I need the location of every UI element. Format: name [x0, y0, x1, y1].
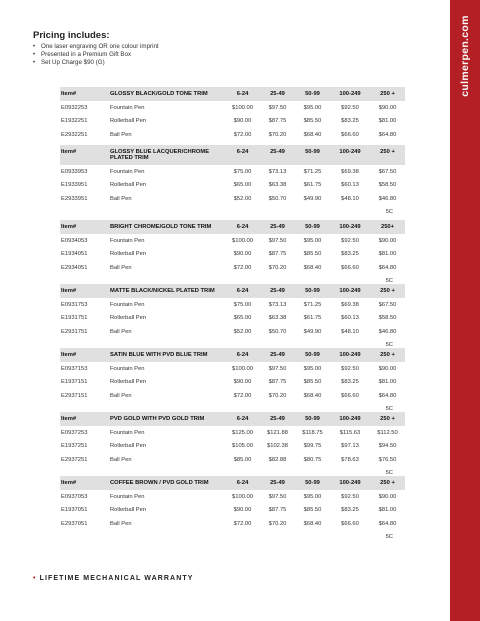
price-cell: $97.50 — [268, 237, 287, 244]
price-cell: $64.80 — [378, 264, 397, 271]
header-cell: 50-99 — [305, 480, 320, 486]
price-code: 5C — [385, 277, 393, 284]
price-cell: $72.00 — [233, 264, 252, 271]
finish-name: BRIGHT CHROME/GOLD TONE TRIM — [110, 224, 212, 230]
list-item: • Presented in a Premium Gift Box — [33, 51, 132, 59]
price-cell: $92.50 — [341, 365, 359, 372]
price-cell: $95.00 — [303, 104, 322, 111]
header-cell: 25-49 — [270, 480, 285, 486]
item-number: E0937053 — [61, 493, 88, 500]
product-name: Rollerball Pen — [110, 443, 147, 450]
item-number: E1932251 — [61, 118, 88, 125]
price-cell: $81.00 — [378, 118, 397, 125]
price-cell: $73.13 — [268, 301, 287, 308]
price-cell: $50.70 — [268, 328, 287, 335]
header-cell: 25-49 — [270, 352, 285, 358]
table-row — [60, 362, 405, 376]
price-cell: $66.60 — [341, 264, 359, 271]
price-cell: $70.20 — [268, 392, 287, 399]
header-cell: 100-249 — [339, 91, 361, 97]
header-cell: 6-24 — [236, 416, 249, 422]
price-cell: $105.00 — [232, 443, 253, 450]
header-cell: 25-49 — [270, 224, 285, 230]
header-cell: 250 + — [380, 352, 395, 358]
price-cell: $85.50 — [303, 251, 322, 258]
price-cell: $125.00 — [232, 429, 253, 436]
price-cell: $49.90 — [303, 328, 322, 335]
header-cell: 250 + — [380, 91, 395, 97]
product-name: Fountain Pen — [110, 365, 145, 372]
price-cell: $81.00 — [378, 507, 397, 514]
header-cell: 100-249 — [339, 224, 361, 230]
item-number: E2937151 — [61, 392, 88, 399]
table-header — [60, 145, 405, 165]
table-row — [60, 389, 405, 403]
price-cell: $68.40 — [303, 392, 322, 399]
price-cell: $83.25 — [341, 507, 359, 514]
header-cell: 100-249 — [339, 352, 361, 358]
price-cell: $52.00 — [233, 195, 252, 202]
price-cell: $90.00 — [378, 493, 397, 500]
price-cell: $97.13 — [341, 443, 359, 450]
price-cell: $60.13 — [341, 315, 359, 322]
price-cell: $66.60 — [341, 392, 359, 399]
price-cell: $94.50 — [378, 443, 397, 450]
price-cell: $95.00 — [303, 493, 322, 500]
item-number: E0937153 — [61, 365, 88, 372]
finish-name: COFFEE BROWN / PVD GOLD TRIM — [110, 480, 209, 486]
pricing-includes — [33, 30, 159, 68]
price-cell: $99.75 — [303, 443, 322, 450]
price-cell: $90.00 — [378, 237, 397, 244]
table-row — [60, 179, 405, 193]
price-cell: $70.20 — [268, 131, 287, 138]
product-name: Rollerball Pen — [110, 251, 147, 258]
item-number: E0931753 — [61, 301, 88, 308]
price-cell: $66.60 — [341, 131, 359, 138]
price-cell: $90.00 — [233, 379, 252, 386]
header-cell: 25-49 — [270, 91, 285, 97]
table-row — [60, 312, 405, 326]
finish-name: GLOSSY BLUE LACQUER/CHROME PLATED TRIM — [110, 149, 210, 161]
table-row — [60, 325, 405, 339]
item-number: E1937051 — [61, 507, 88, 514]
price-cell: $85.50 — [303, 507, 322, 514]
header-cell: Item# — [61, 288, 77, 294]
price-cell: $71.25 — [303, 301, 322, 308]
table-row — [60, 504, 405, 518]
price-cell: $64.80 — [378, 392, 397, 399]
price-cell: $82.88 — [268, 456, 287, 463]
price-cell: $90.00 — [233, 251, 252, 258]
price-cell: $68.40 — [303, 520, 322, 527]
header-cell: 250 + — [380, 480, 395, 486]
header-cell: 50-99 — [305, 91, 320, 97]
product-name: Rollerball Pen — [110, 315, 147, 322]
brand-url: culmerpen.com — [459, 15, 471, 97]
header-cell: 250+ — [380, 224, 395, 230]
table-header — [60, 476, 405, 490]
table-row — [60, 192, 405, 206]
price-cell: $68.40 — [303, 264, 322, 271]
item-number: E1931751 — [61, 315, 88, 322]
header-cell: Item# — [61, 224, 77, 230]
price-cell: $46.80 — [378, 195, 397, 202]
price-cell: $115.63 — [339, 429, 361, 436]
item-number: E1937251 — [61, 443, 88, 450]
price-cell: $92.50 — [341, 104, 359, 111]
price-cell: $80.75 — [303, 456, 322, 463]
pricing-includes-list — [33, 43, 159, 68]
table-row — [60, 376, 405, 390]
header-cell: 25-49 — [270, 149, 285, 155]
table-row — [60, 101, 405, 115]
price-cell: $61.75 — [303, 315, 322, 322]
table-header — [60, 87, 405, 101]
price-cell: $81.00 — [378, 379, 397, 386]
brand-sidebar — [450, 0, 480, 621]
warranty-text: LIFETIME MECHANICAL WARRANTY — [39, 575, 194, 582]
product-name: Ball Pen — [110, 328, 132, 335]
price-cell: $85.00 — [233, 456, 252, 463]
item-number: E2937251 — [61, 456, 88, 463]
header-cell: 250 + — [380, 288, 395, 294]
price-cell: $67.50 — [378, 301, 397, 308]
price-cell: $60.13 — [341, 182, 359, 189]
product-name: Ball Pen — [110, 264, 132, 271]
product-name: Rollerball Pen — [110, 118, 147, 125]
product-name: Ball Pen — [110, 520, 132, 527]
product-name: Ball Pen — [110, 195, 132, 202]
product-name: Rollerball Pen — [110, 182, 147, 189]
item-number: E2934051 — [61, 264, 88, 271]
table-row — [60, 165, 405, 179]
price-table — [60, 284, 405, 351]
table-header — [60, 220, 405, 234]
price-cell: $65.00 — [233, 182, 252, 189]
product-name: Ball Pen — [110, 131, 132, 138]
header-cell: 6-24 — [236, 149, 249, 155]
item-number: E1933951 — [61, 182, 88, 189]
table-row — [60, 261, 405, 275]
price-table — [60, 220, 405, 287]
price-cell: $61.75 — [303, 182, 322, 189]
price-cell: $83.25 — [341, 379, 359, 386]
price-table — [60, 145, 405, 218]
table-row — [60, 517, 405, 531]
header-cell: 50-99 — [305, 288, 320, 294]
table-row — [60, 298, 405, 312]
price-cell: $100.00 — [232, 493, 253, 500]
header-cell: 6-24 — [236, 224, 249, 230]
pricing-includes-title: Pricing includes: — [33, 30, 110, 41]
header-cell: 50-99 — [305, 224, 320, 230]
price-cell: $112.50 — [377, 429, 398, 436]
item-number: E1934051 — [61, 251, 88, 258]
price-cell: $72.00 — [233, 131, 252, 138]
header-cell: Item# — [61, 480, 77, 486]
price-cell: $85.50 — [303, 118, 322, 125]
header-cell: 100-249 — [339, 288, 361, 294]
header-cell: 100-249 — [339, 149, 361, 155]
price-cell: $87.75 — [268, 507, 287, 514]
price-cell: $48.10 — [341, 328, 359, 335]
item-number: E0934053 — [61, 237, 88, 244]
price-cell: $97.50 — [268, 104, 287, 111]
header-cell: 100-249 — [339, 480, 361, 486]
price-cell: $87.75 — [268, 251, 287, 258]
price-cell: $75.00 — [233, 301, 252, 308]
price-cell: $90.00 — [233, 118, 252, 125]
price-cell: $58.50 — [378, 182, 397, 189]
header-cell: 6-24 — [236, 91, 249, 97]
price-cell: $78.63 — [341, 456, 359, 463]
price-cell: $64.80 — [378, 520, 397, 527]
price-cell: $90.00 — [378, 104, 397, 111]
price-cell: $97.50 — [268, 365, 287, 372]
header-cell: 6-24 — [236, 352, 249, 358]
price-table — [60, 348, 405, 415]
price-cell: $49.90 — [303, 195, 322, 202]
price-cell: $68.40 — [303, 131, 322, 138]
header-cell: 100-249 — [339, 416, 361, 422]
item-number: E2937051 — [61, 520, 88, 527]
item-number: E0933953 — [61, 168, 88, 175]
table-header — [60, 412, 405, 426]
price-cell: $83.25 — [341, 118, 359, 125]
price-cell: $87.75 — [268, 118, 287, 125]
price-cell: $95.00 — [303, 237, 322, 244]
price-cell: $100.00 — [232, 237, 253, 244]
product-name: Rollerball Pen — [110, 507, 147, 514]
price-cell: $52.00 — [233, 328, 252, 335]
item-number: E1937151 — [61, 379, 88, 386]
list-item: • Set Up Charge $90 (G) — [33, 59, 105, 67]
price-cell: $97.50 — [268, 493, 287, 500]
header-cell: 25-49 — [270, 416, 285, 422]
product-name: Fountain Pen — [110, 237, 145, 244]
price-cell: $65.00 — [233, 315, 252, 322]
header-cell: Item# — [61, 352, 77, 358]
price-cell: $73.13 — [268, 168, 287, 175]
table-row — [60, 490, 405, 504]
table-row — [60, 453, 405, 467]
price-cell: $87.75 — [268, 379, 287, 386]
product-name: Fountain Pen — [110, 493, 145, 500]
price-cell: $90.00 — [233, 507, 252, 514]
item-number: E2931751 — [61, 328, 88, 335]
price-cell: $83.25 — [341, 251, 359, 258]
header-cell: Item# — [61, 91, 77, 97]
product-name: Fountain Pen — [110, 301, 145, 308]
price-cell: $100.00 — [232, 365, 253, 372]
header-cell: 6-24 — [236, 480, 249, 486]
price-table — [60, 412, 405, 479]
price-cell: $76.50 — [378, 456, 397, 463]
price-table — [60, 87, 405, 154]
price-cell: $50.70 — [268, 195, 287, 202]
price-cell: $66.60 — [341, 520, 359, 527]
item-number: E2933951 — [61, 195, 88, 202]
warranty-footer — [33, 575, 194, 582]
list-item: • One laser engraving OR one colour imprint — [33, 43, 159, 50]
price-cell: $46.80 — [378, 328, 397, 335]
header-cell: 25-49 — [270, 288, 285, 294]
price-cell: $71.25 — [303, 168, 322, 175]
price-cell: $70.20 — [268, 520, 287, 527]
price-code: 5C — [385, 405, 393, 412]
table-row — [60, 115, 405, 129]
price-cell: $92.50 — [341, 493, 359, 500]
price-cell: $90.00 — [378, 365, 397, 372]
product-name: Rollerball Pen — [110, 379, 147, 386]
price-cell: $64.80 — [378, 131, 397, 138]
header-cell: Item# — [61, 416, 77, 422]
finish-name: GLOSSY BLACK/GOLD TONE TRIM — [110, 91, 208, 97]
item-number: E0937253 — [61, 429, 88, 436]
price-cell: $69.38 — [341, 301, 359, 308]
price-cell: $85.50 — [303, 379, 322, 386]
table-row — [60, 248, 405, 262]
price-cell: $63.38 — [268, 182, 287, 189]
finish-name: SATIN BLUE WITH PVD BLUE TRIM — [110, 352, 208, 358]
header-cell: 50-99 — [305, 149, 320, 155]
price-cell: $81.00 — [378, 251, 397, 258]
product-name: Fountain Pen — [110, 429, 145, 436]
price-table — [60, 476, 405, 543]
price-cell: $69.38 — [341, 168, 359, 175]
price-cell: $102.38 — [267, 443, 288, 450]
price-cell: $95.00 — [303, 365, 322, 372]
item-number: E0932253 — [61, 104, 88, 111]
table-row — [60, 440, 405, 454]
table-row — [60, 128, 405, 142]
table-row — [60, 234, 405, 248]
table-header — [60, 284, 405, 298]
header-cell: 50-99 — [305, 352, 320, 358]
finish-name: MATTE BLACK/NICKEL PLATED TRIM — [110, 288, 215, 294]
header-cell: 250 + — [380, 416, 395, 422]
price-code: 5C — [385, 533, 393, 540]
price-code: 5C — [385, 469, 393, 476]
price-cell: $121.88 — [267, 429, 288, 436]
header-cell: 6-24 — [236, 288, 249, 294]
price-cell: $72.00 — [233, 520, 252, 527]
price-cell: $67.50 — [378, 168, 397, 175]
product-name: Fountain Pen — [110, 104, 145, 111]
price-cell: $100.00 — [232, 104, 253, 111]
product-name: Ball Pen — [110, 392, 132, 399]
price-cell: $58.50 — [378, 315, 397, 322]
product-name: Ball Pen — [110, 456, 132, 463]
finish-name: PVD GOLD WITH PVD GOLD TRIM — [110, 416, 205, 422]
price-cell: $92.50 — [341, 237, 359, 244]
price-cell: $63.38 — [268, 315, 287, 322]
header-cell: Item# — [61, 149, 77, 155]
price-cell: $70.20 — [268, 264, 287, 271]
price-code: 5C — [385, 208, 393, 215]
price-code: 5C — [385, 341, 393, 348]
header-cell: 250 + — [380, 149, 395, 155]
header-cell: 50-99 — [305, 416, 320, 422]
price-cell: $72.00 — [233, 392, 252, 399]
footer-bullet: • — [33, 575, 37, 582]
price-cell: $75.00 — [233, 168, 252, 175]
item-number: E2932251 — [61, 131, 88, 138]
price-cell: $118.75 — [302, 429, 323, 436]
table-header — [60, 348, 405, 362]
table-row — [60, 426, 405, 440]
product-name: Fountain Pen — [110, 168, 145, 175]
price-cell: $48.10 — [341, 195, 359, 202]
